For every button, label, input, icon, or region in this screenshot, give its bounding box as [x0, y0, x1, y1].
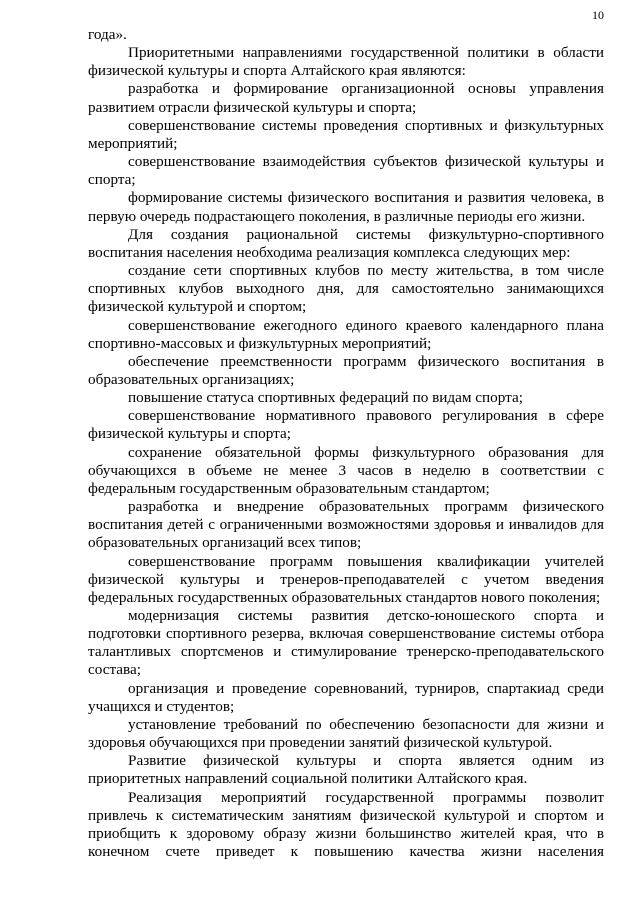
list-item: создание сети спортивных клубов по месту жительства, в том числе спортивных клубов выходного дня, для самостоятельно занимающихся физической культурой и спортом;	[88, 262, 604, 316]
page-number: 10	[592, 8, 604, 22]
list-item: обеспечение преемственности программ физического воспитания в образовательных организациях;	[88, 352, 604, 388]
list-item: совершенствование нормативного правового регулирования в сфере физической культуры и спорта;	[88, 407, 604, 443]
list-item: организация и проведение соревнований, турниров, спартакиад среди учащихся и студентов;	[88, 679, 604, 715]
paragraph: года».	[88, 26, 127, 43]
paragraph: Реализация мероприятий государственной программы позволит привлечь к систематическим занятиям физической культурой и спортом и приобщить к здоровому образу жизни большинство жителей края, что в конечном счете приведет к повышению качества жизни населения	[88, 788, 604, 861]
list-item: модернизация системы развития детско-юношеского спорта и подготовки спортивного резерва, включая совершенствование системы отбора талантливых спортсменов и стимулирование тренерско-преподавательского состава;	[88, 607, 604, 679]
list-item: разработка и внедрение образовательных программ физического воспитания детей с ограниченными возможностями здоровья и инвалидов для образовательных организаций всех типов;	[88, 498, 604, 552]
list-item: установление требований по обеспечению безопасности для жизни и здоровья обучающихся при проведении занятий физической культурой.	[88, 715, 604, 752]
list-item: совершенствование ежегодного единого краевого календарного плана спортивно-массовых и физкультурных мероприятий;	[88, 316, 604, 352]
list-item: совершенствование взаимодействия субъектов физической культуры и спорта;	[88, 153, 604, 189]
list-item: повышение статуса спортивных федераций по видам спорта;	[128, 389, 523, 407]
paragraph: Приоритетными направлениями государственной политики в области физической культуры и спорта Алтайского края являются:	[88, 44, 604, 80]
paragraph: Развитие физической культуры и спорта является одним из приоритетных направлений социальной политики Алтайского края.	[88, 752, 604, 788]
list-item: сохранение обязательной формы физкультурного образования для обучающихся в объеме не менее 3 часов в неделю в соответствии с федеральным государственным образовательным стандартом;	[88, 443, 604, 497]
list-item: совершенствование программ повышения квалификации учителей физической культуры и тренеров-преподавателей с учетом введения федеральных государственных образовательных стандартов нового поколения;	[88, 552, 604, 606]
paragraph: Для создания рациональной системы физкультурно-спортивного воспитания населения необходима реализация комплекса следующих мер:	[88, 225, 604, 261]
list-item: разработка и формирование организационной основы управления развитием отрасли физической культуры и спорта;	[88, 80, 604, 116]
list-item: формирование системы физического воспитания и развития человека, в первую очередь подрастающего поколения, в различные периоды его жизни.	[88, 189, 604, 225]
document-body	[88, 26, 604, 861]
list-item: совершенствование системы проведения спортивных и физкультурных мероприятий;	[88, 116, 604, 152]
